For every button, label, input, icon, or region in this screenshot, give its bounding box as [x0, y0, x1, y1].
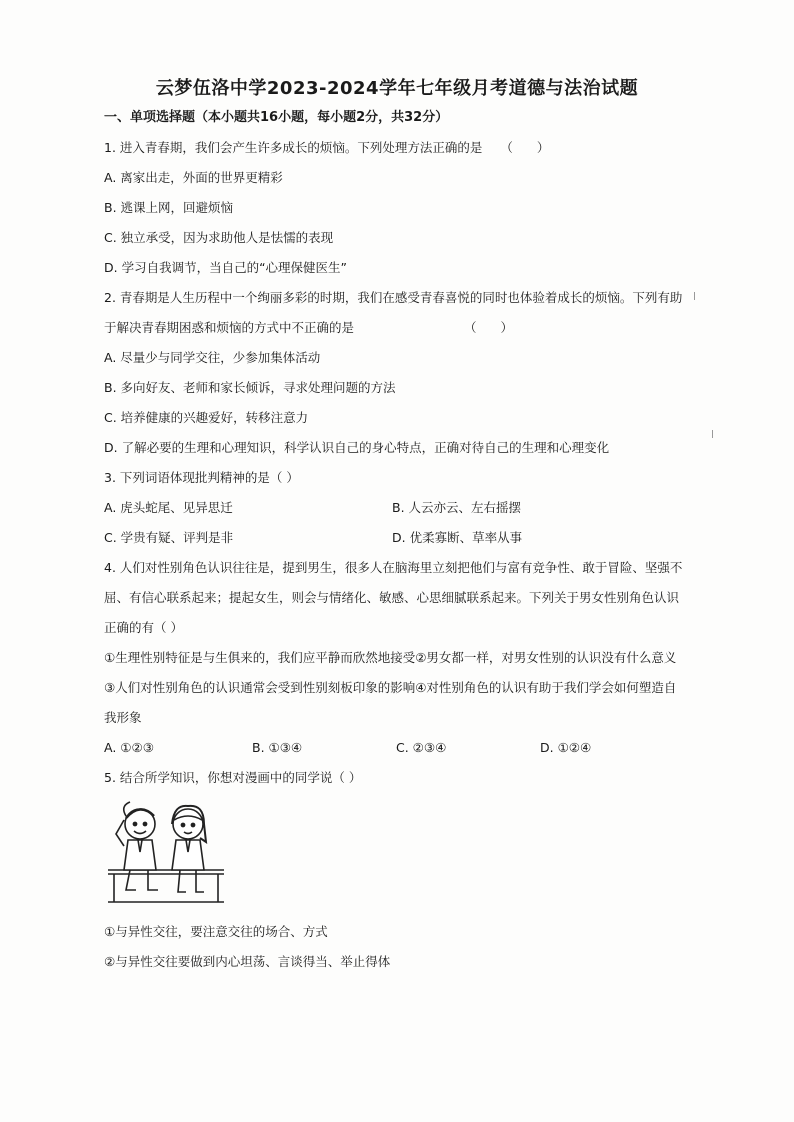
q4-option-d: D. ①②④	[540, 740, 592, 755]
q3-option-b: B. 人云亦云、左右摇摆	[392, 500, 522, 515]
q5-statement-line1: ①与异性交往，要注意交往的场合、方式	[104, 924, 328, 939]
q3-option-d: D. 优柔寡断、草率从事	[392, 530, 523, 545]
question-2-stem-line1: 2. 青春期是人生历程中一个绚丽多彩的时期，我们在感受青春喜悦的同时也体验着成长的烦恼。下列有助	[104, 290, 683, 305]
q2-option-a: A. 尽量少与同学交往，少参加集体活动	[104, 350, 321, 365]
q1-option-b: B. 逃课上网，回避烦恼	[104, 200, 234, 215]
q4-option-a: A. ①②③	[104, 740, 154, 755]
question-3-stem: 3. 下列词语体现批判精神的是（ ）	[104, 470, 299, 485]
q1-option-c: C. 独立承受，因为求助他人是怯懦的表现	[104, 230, 334, 245]
q3-option-c: C. 学贵有疑、评判是非	[104, 530, 234, 545]
q5-statement-line2: ②与异性交往要做到内心坦荡、言谈得当、举止得体	[104, 954, 391, 969]
question-1-stem: 1. 进入青春期，我们会产生许多成长的烦恼。下列处理方法正确的是	[104, 140, 483, 155]
scan-mark	[694, 292, 695, 300]
question-4-stem-line3: 正确的有（ ）	[104, 620, 183, 635]
question-4-stem-line1: 4. 人们对性别角色认识往往是，提到男生，很多人在脑海里立刻把他们与富有竞争性、敢于冒险、坚强不	[104, 560, 683, 575]
exam-title: 云梦伍洛中学2023-2024学年七年级月考道德与法治试题	[155, 78, 639, 99]
answer-bracket: （ ）	[464, 320, 523, 335]
question-1	[104, 140, 559, 156]
q3-option-a: A. 虎头蛇尾、见异思迁	[104, 500, 233, 515]
section-heading: 一、单项选择题（本小题共16小题，每小题2分，共32分）	[104, 110, 449, 125]
q1-option-d: D. 学习自我调节，当自己的“心理保健医生”	[104, 260, 348, 275]
question-2-stem-line2	[104, 320, 523, 336]
question-4-stem-line2: 屈、有信心联系起来；提起女生，则会与情绪化、敏感、心思细腻联系起来。下列关于男女性别角色认识	[104, 590, 680, 605]
q4-statement-line3: 我形象	[104, 710, 142, 725]
q2-option-d: D. 了解必要的生理和心理知识，科学认识自己的身心特点，正确对待自己的生理和心理变化	[104, 440, 610, 455]
q4-statement-line2: ③人们对性别角色的认识通常会受到性别刻板印象的影响④对性别角色的认识有助于我们学会如何塑造自	[104, 680, 677, 695]
cartoon-illustration	[104, 798, 228, 906]
q4-option-b: B. ①③④	[252, 740, 303, 755]
answer-bracket: （ ）	[500, 140, 560, 155]
q4-option-c: C. ②③④	[396, 740, 447, 755]
question-2-stem: 于解决青春期困惑和烦恼的方式中不正确的是	[104, 320, 355, 335]
q2-option-b: B. 多向好友、老师和家长倾诉，寻求处理问题的方法	[104, 380, 396, 395]
scan-mark	[712, 430, 713, 438]
q4-statement-line1: ①生理性别特征是与生俱来的，我们应平静而欣然地接受②男女都一样，对男女性别的认识没有什么意义	[104, 650, 677, 665]
question-5-stem: 5. 结合所学知识，你想对漫画中的同学说（ ）	[104, 770, 362, 785]
q2-option-c: C. 培养健康的兴趣爱好，转移注意力	[104, 410, 309, 425]
q1-option-a: A. 离家出走，外面的世界更精彩	[104, 170, 283, 185]
